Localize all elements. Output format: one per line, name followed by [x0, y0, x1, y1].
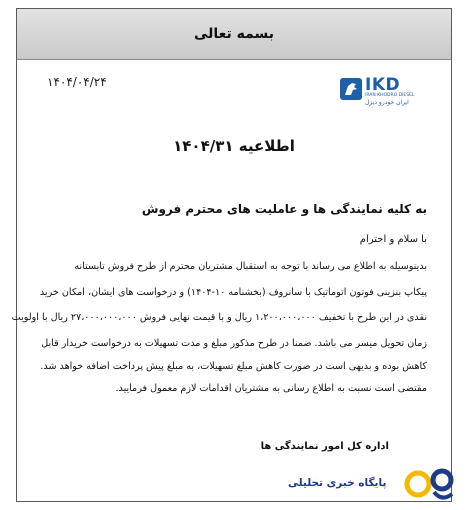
horse-emblem-icon	[339, 77, 363, 101]
body-line: زمان تحویل میسر می باشد. ضمنا در طرح مذکور مبلغ و مدت تسهیلات به درخواست خریدار قابل	[41, 338, 427, 349]
body-line: بدینوسیله به اطلاع می رساند با توجه به استقبال مشتریان محترم از طرح فروش تابستانه	[74, 261, 427, 272]
document-date: ۱۴۰۴/۰۴/۲۴	[47, 75, 107, 89]
header-title: بسمه تعالی	[193, 26, 275, 42]
announcement-title: اطلاعیه ۱۴۰۴/۳۱	[173, 137, 295, 155]
body-line: کاهش بوده و بدیهی است در صورت کاهش مبلغ تسهیلات، به مبلغ پیش پرداخت اضافه خواهد شد.	[40, 361, 427, 372]
body-line: مقتضی است نسبت به اطلاع رسانی به مشتریان اقدامات لازم معمول فرمایید.	[115, 383, 427, 394]
body-line: نقدی در این طرح با تخفیف ۱،۲۰۰،۰۰۰،۰۰۰ ریال و با قیمت نهایی فروش ۲۷،۰۰۰،۰۰۰،۰۰۰ ریال با اولویت	[11, 312, 427, 323]
logo-brand: IKD	[365, 75, 401, 95]
addressee: به کلیه نمایندگی ها و عاملیت های محترم فروش	[141, 202, 427, 216]
greeting: با سلام و احترام	[359, 234, 427, 245]
signature: اداره کل امور نمایندگی ها	[260, 441, 389, 452]
ikd-logo	[339, 75, 421, 109]
watermark	[284, 464, 462, 506]
document-frame	[11, 8, 452, 502]
watermark-logo-icon	[404, 464, 458, 504]
logo-persian: ایران خودرو دیزل	[365, 99, 409, 106]
body-line: پیکاپ بنزینی فوتون اتوماتیک با سانروف (بخشنامه ۱۰-۱۴۰۴) و درخواست های ایشان، امکان خرید	[39, 287, 427, 298]
watermark-text: پایگاه خبری تحلیلی	[288, 477, 387, 489]
logo-subtitle: IRAN KHODRO DIESEL	[365, 93, 415, 98]
header-band	[17, 9, 451, 60]
